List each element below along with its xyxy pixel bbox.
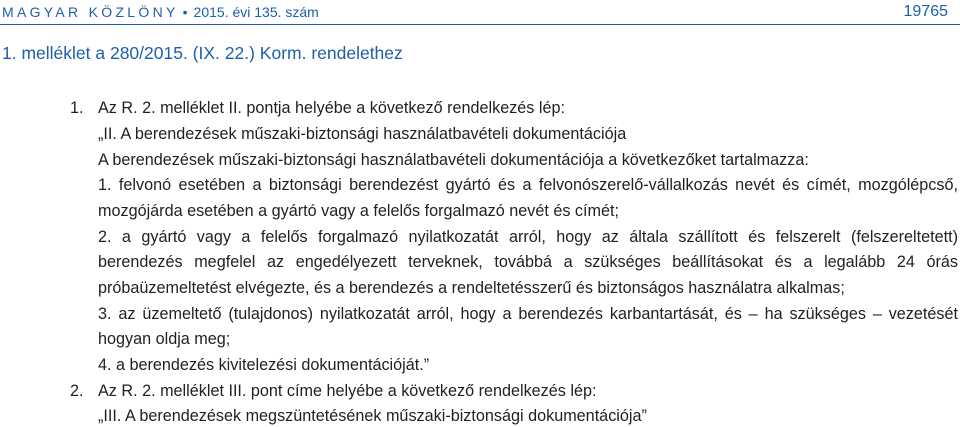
point-3-line-2: hogyan oldja meg; xyxy=(98,330,231,348)
page-number: 19765 xyxy=(903,3,948,20)
header-divider xyxy=(0,24,960,25)
quoted-heading-iii: „III. A berendezések megszüntetésének műszaki-biztonsági dokumentációja” xyxy=(98,407,647,425)
point-4: 4. a berendezés kivitelezési dokumentációját.” xyxy=(98,356,430,374)
point-2-line-1: 2. a gyártó vagy a felelős forgalmazó nyilatkozatát arról, hogy az általa szállított és felszerelt (felszereltetett) xyxy=(98,228,958,246)
item-1 xyxy=(70,98,565,118)
item-2-text: Az R. 2. melléklet III. pont címe helyébe a következő rendelkezés lép: xyxy=(98,382,597,400)
intro-sentence: A berendezések műszaki-biztonsági használatbavételi dokumentációja a következőket tartalmazza: xyxy=(98,151,809,169)
page-header xyxy=(0,0,960,22)
item-2 xyxy=(70,381,596,401)
header-journal-info xyxy=(2,4,319,20)
quoted-heading-ii: „II. A berendezések műszaki-biztonsági használatbavételi dokumentációja xyxy=(98,125,627,143)
item-1-number: 1. xyxy=(70,99,84,117)
header-bullet: • xyxy=(182,4,188,20)
point-1-line-1: 1. felvonó esetében a biztonsági berendezést gyártó és a felvonószerelő-vállalkozás nevét és címét, mozgólépcső, xyxy=(98,176,958,194)
point-2-line-3: próbaüzemeltetést elvégezte, és a berendezés a rendeltetésszerű és biztonságos használatra alkalmas; xyxy=(98,279,845,297)
point-3-line-1: 3. az üzemeltető (tulajdonos) nyilatkozatát arról, hogy a berendezés karbantartását, és – ha szükséges – vezetését xyxy=(98,305,958,323)
issue-label: 2015. évi 135. szám xyxy=(193,4,319,20)
point-1-line-2: mozgójárda esetében a gyártó vagy a felelős forgalmazó nevét és címét; xyxy=(98,202,619,220)
annex-title: 1. melléklet a 280/2015. (IX. 22.) Korm. rendelethez xyxy=(2,43,403,63)
journal-name: MAGYAR KÖZLÖNY xyxy=(2,4,179,20)
item-1-text: Az R. 2. melléklet II. pontja helyébe a következő rendelkezés lép: xyxy=(98,99,565,117)
item-2-number: 2. xyxy=(70,382,84,400)
point-2-line-2: berendezés megfelel az engedélyezett terveknek, továbbá a szükséges beállításokat és a legalább 24 órás xyxy=(98,253,958,271)
